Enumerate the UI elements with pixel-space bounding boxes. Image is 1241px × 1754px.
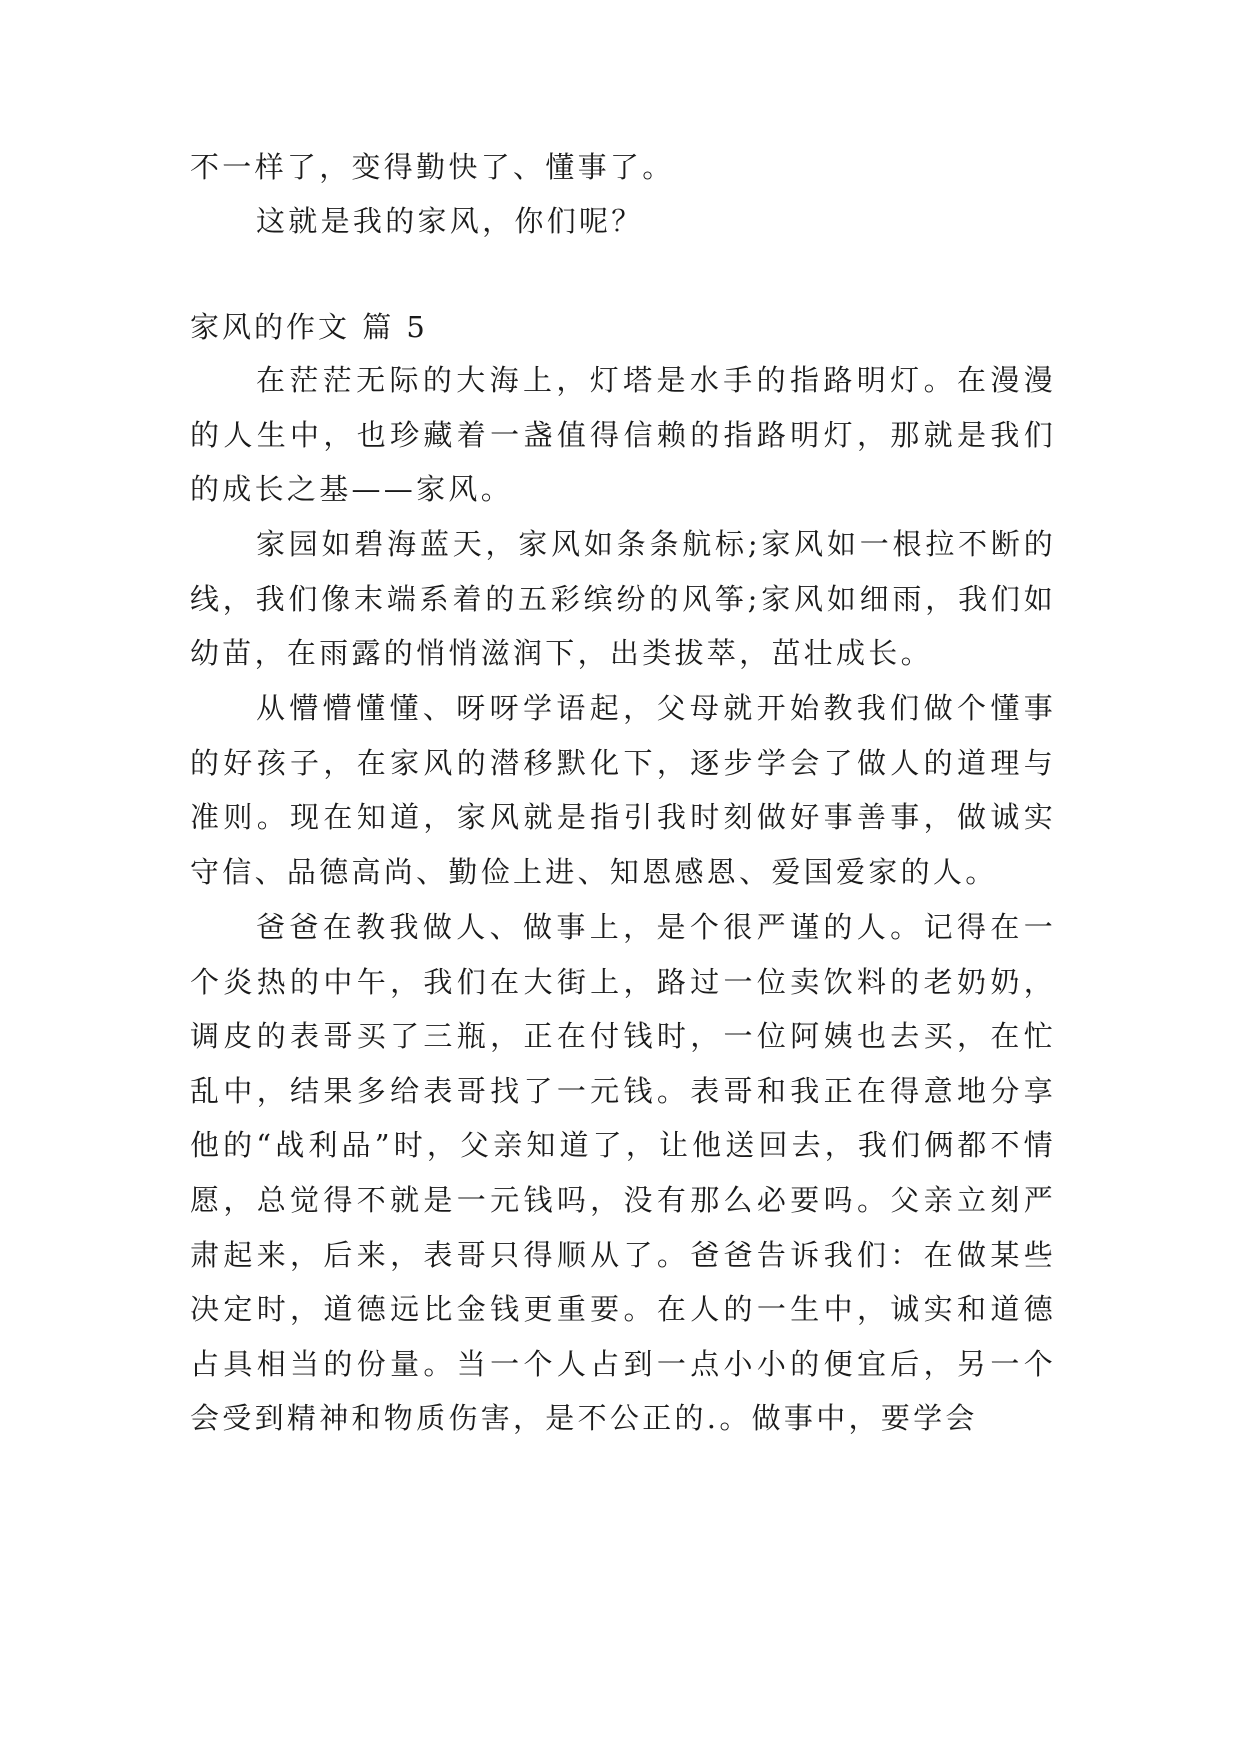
section-title: 家风的作文 篇 5	[190, 310, 428, 344]
paragraph-1: 在茫茫无际的大海上，灯塔是水手的指路明灯。在漫漫的人生中，也珍藏着一盏值得信赖的指路明灯，那就是我们的成长之基——家风。	[190, 363, 1056, 507]
paragraph-3: 从懵懵懂懂、呀呀学语起，父母就开始教我们做个懂事的好孩子，在家风的潜移默化下，逐步学会了做人的道理与准则。现在知道，家风就是指引我时刻做好事善事，做诚实守信、品德高尚、勤俭上进、知恩感恩、爱国爱家的人。	[190, 691, 1056, 889]
paragraph-4: 爸爸在教我做人、做事上，是个很严谨的人。记得在一个炎热的中午，我们在大街上，路过一位卖饮料的老奶奶，调皮的表哥买了三瓶，正在付钱时，一位阿姨也去买，在忙乱中，结果多给表哥找了一元钱。表哥和我正在得意地分享他的“战利品”时，父亲知道了，让他送回去，我们俩都不情愿，总觉得不就是一元钱吗，没有那么必要吗。父亲立刻严肃起来，后来，表哥只得顺从了。爸爸告诉我们：在做某些决定时，道德远比金钱更重要。在人的一生中，诚实和道德占具相当的份量。当一个人占到一点小小的便宜后，另一个会受到精神和物质伤害，是不公正的.。做事中，要学会	[190, 910, 1056, 1436]
paragraph-2: 家园如碧海蓝天，家风如条条航标;家风如一根拉不断的线，我们像末端系着的五彩缤纷的风筝;家风如细雨，我们如幼苗，在雨露的悄悄滋润下，出类拔萃，茁壮成长。	[190, 527, 1056, 671]
continuation-paragraph: 不一样了，变得勤快了、懂事了。	[190, 150, 675, 184]
closing-paragraph: 这就是我的家风，你们呢？	[256, 204, 644, 238]
